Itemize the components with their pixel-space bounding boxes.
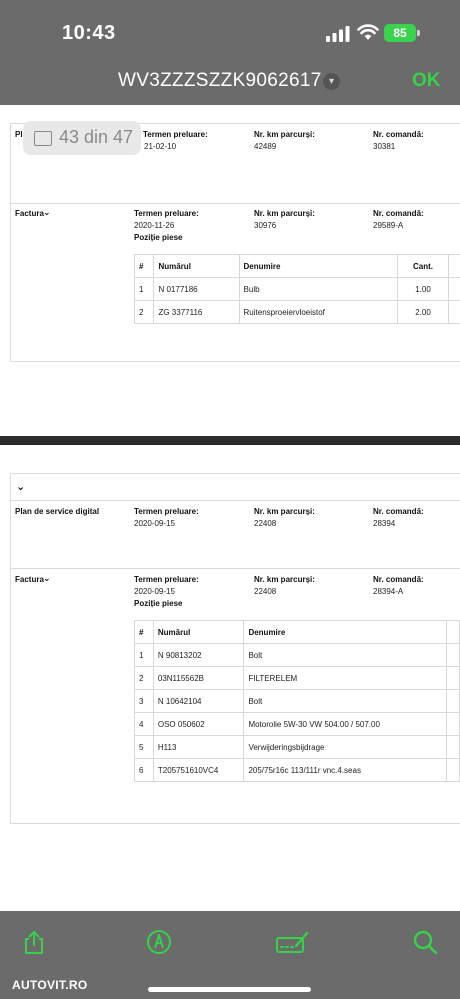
- km-value: 22408: [254, 519, 277, 528]
- table-row: [135, 278, 460, 301]
- page-frame: [10, 123, 460, 362]
- column-header-extra: [448, 255, 460, 278]
- cell-name: Bolt: [244, 644, 447, 667]
- termen-label: Termen preluare:: [143, 130, 208, 139]
- km-value: 42489: [254, 142, 277, 151]
- termen-value: 2020-11-26: [134, 221, 175, 230]
- cell-extra: [447, 713, 460, 736]
- signature-icon[interactable]: [276, 929, 310, 955]
- cell-extra: [447, 644, 460, 667]
- column-header: #: [135, 255, 154, 278]
- km-value: 30976: [254, 221, 277, 230]
- cell-index: 6: [135, 759, 154, 782]
- row-label-plan: Pl: [15, 130, 23, 139]
- chevron-down-icon[interactable]: ⌄: [43, 573, 51, 583]
- home-indicator[interactable]: [148, 987, 311, 992]
- column-header-extra: [447, 621, 460, 644]
- cell-index: 1: [135, 644, 154, 667]
- page-indicator-text: 43 din 47: [59, 127, 134, 147]
- ok-button[interactable]: OK: [412, 70, 441, 91]
- table-row: [135, 690, 460, 713]
- cell-index: 3: [135, 690, 154, 713]
- sidebar-icon: [34, 131, 52, 146]
- chevron-down-icon[interactable]: ⌄: [43, 207, 51, 217]
- parts-table: [134, 620, 460, 782]
- comanda-label: Nr. comandă:: [373, 209, 424, 218]
- column-header: Numărul: [153, 621, 244, 644]
- column-header: Cant.: [398, 255, 448, 278]
- km-label: Nr. km parcurși:: [254, 575, 315, 584]
- column-header: Numărul: [154, 255, 239, 278]
- table-row: [135, 644, 460, 667]
- cell-number: N 0177186: [154, 278, 239, 301]
- parts-table: [134, 254, 460, 324]
- cell-name: Ruitensproeiervloeistof: [239, 301, 398, 324]
- termen-label: Termen preluare:: [134, 575, 199, 584]
- cell-quantity: 2.00: [398, 301, 448, 324]
- termen-value: 2020-09-15: [134, 519, 175, 528]
- comanda-value: 30381: [373, 142, 396, 151]
- chevron-down-icon[interactable]: ▾: [323, 73, 340, 90]
- battery-indicator: 85: [384, 24, 416, 42]
- comanda-value: 29589-A: [373, 221, 404, 230]
- factura-label: Factura: [15, 575, 44, 584]
- section-divider: [10, 568, 460, 569]
- document-page-2: [10, 445, 460, 911]
- cellular-signal-icon: [326, 26, 350, 42]
- cell-number: T205751610VC4: [153, 759, 244, 782]
- cell-quantity: 1.00: [398, 278, 448, 301]
- pozitie-label: Poziție piese: [134, 599, 183, 608]
- table-row: [135, 301, 460, 324]
- comanda-label: Nr. comandă:: [373, 130, 424, 139]
- markup-pen-icon[interactable]: [146, 929, 172, 955]
- plan-label: Plan de service digital: [15, 507, 100, 516]
- cell-extra: [447, 736, 460, 759]
- cell-number: ZG 3377116: [154, 301, 239, 324]
- cell-number: N 10642104: [153, 690, 244, 713]
- cell-number: H113: [153, 736, 244, 759]
- table-header-row: [135, 621, 460, 644]
- column-header: #: [135, 621, 154, 644]
- termen-label: Termen preluare:: [134, 507, 199, 516]
- comanda-value: 28394: [373, 519, 396, 528]
- cell-name: Bulb: [239, 278, 398, 301]
- cell-index: 2: [135, 301, 154, 324]
- cell-name: Verwijderingsbijdrage: [244, 736, 447, 759]
- cell-number: N 90813202: [153, 644, 244, 667]
- cell-extra: [447, 690, 460, 713]
- cell-index: 4: [135, 713, 154, 736]
- table-row: [135, 667, 460, 690]
- cell-extra: [447, 667, 460, 690]
- table-row: [135, 713, 460, 736]
- factura-label: Factura: [15, 209, 44, 218]
- cell-extra: [448, 278, 460, 301]
- cell-name: FILTERELEM: [244, 667, 447, 690]
- termen-label: Termen preluare:: [134, 209, 199, 218]
- status-time: 10:43: [62, 22, 116, 44]
- cell-index: 2: [135, 667, 154, 690]
- cell-extra: [448, 301, 460, 324]
- pozitie-label: Poziție piese: [134, 233, 183, 242]
- document-title[interactable]: WV3ZZZSZZK9062617: [118, 70, 322, 91]
- km-label: Nr. km parcurși:: [254, 130, 315, 139]
- search-icon[interactable]: [412, 929, 438, 955]
- table-row: [135, 736, 460, 759]
- cell-extra: [447, 759, 460, 782]
- wifi-icon: [357, 23, 379, 41]
- cell-name: 205/75r16c 113/111r vnc.4.seas: [244, 759, 447, 782]
- table-header-row: [135, 255, 460, 278]
- termen-value: 21-02-10: [144, 142, 177, 151]
- cell-name: Motorolie 5W-30 VW 504.00 / 507.00: [244, 713, 447, 736]
- column-header: Denumire: [239, 255, 398, 278]
- termen-value: 2020-09-15: [134, 587, 175, 596]
- page-separator: [0, 436, 460, 445]
- section-divider: [10, 500, 460, 501]
- share-icon[interactable]: [21, 929, 47, 955]
- table-row: [135, 759, 460, 782]
- section-divider: [10, 203, 460, 204]
- cell-number: OSO 050602: [153, 713, 244, 736]
- chevron-down-icon[interactable]: ⌄: [16, 481, 26, 493]
- cell-index: 1: [135, 278, 154, 301]
- battery-tip: [417, 30, 420, 36]
- comanda-label: Nr. comandă:: [373, 507, 424, 516]
- km-label: Nr. km parcurși:: [254, 507, 315, 516]
- cell-index: 5: [135, 736, 154, 759]
- comanda-label: Nr. comandă:: [373, 575, 424, 584]
- km-label: Nr. km parcurși:: [254, 209, 315, 218]
- km-value: 22408: [254, 587, 277, 596]
- column-header: Denumire: [244, 621, 447, 644]
- cell-name: Bolt: [244, 690, 447, 713]
- cell-number: 03N115562B: [153, 667, 244, 690]
- watermark-brand: AUTOVIT.RO: [12, 978, 88, 992]
- comanda-value: 28394-A: [373, 587, 404, 596]
